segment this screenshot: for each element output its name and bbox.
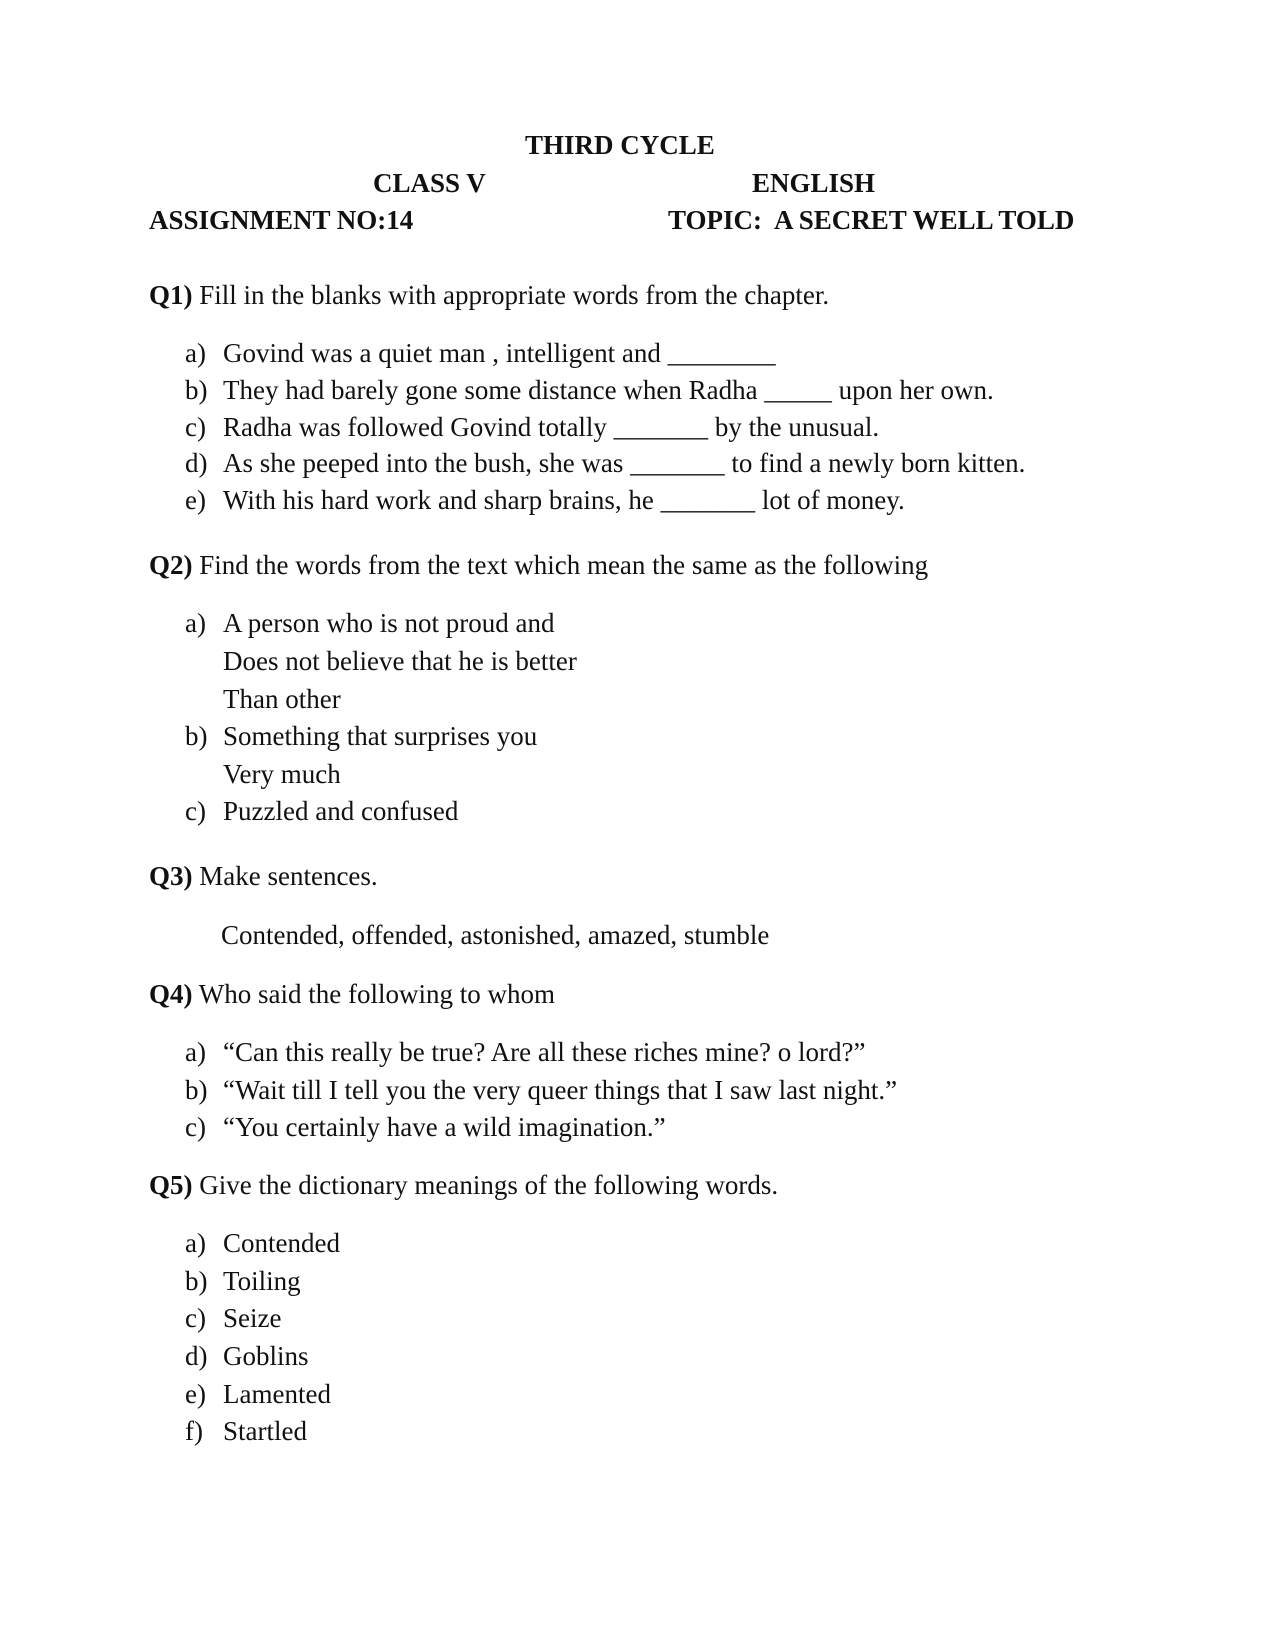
question-number: Q4): [149, 979, 193, 1009]
item-text: Than other: [223, 684, 341, 714]
question-number: Q2): [149, 550, 193, 580]
item-label: a): [185, 1228, 206, 1258]
question-number: Q5): [149, 1170, 193, 1200]
subject-label: ENGLISH: [752, 168, 876, 198]
item-label: f): [185, 1416, 203, 1446]
item-label: e): [185, 1379, 206, 1409]
item-text: Contended: [223, 1228, 340, 1258]
item-text: Startled: [223, 1416, 307, 1446]
cycle-title: THIRD CYCLE: [525, 130, 715, 160]
item-text: Lamented: [223, 1379, 331, 1409]
item-text: “You certainly have a wild imagination.”: [223, 1112, 666, 1142]
item-label: b): [185, 1075, 208, 1105]
item-text: Goblins: [223, 1341, 309, 1371]
item-text: “Wait till I tell you the very queer things that I saw last night.”: [223, 1075, 898, 1105]
item-text: Puzzled and confused: [223, 796, 459, 826]
item-text: Does not believe that he is better: [223, 646, 577, 676]
question-1: [149, 280, 829, 311]
item-text: Toiling: [223, 1266, 301, 1296]
item-label: d): [185, 448, 208, 478]
item-label: b): [185, 1266, 208, 1296]
question-text: Who said the following to whom: [198, 979, 555, 1009]
question-number: Q1): [149, 280, 193, 310]
item-label: e): [185, 485, 206, 515]
question-5: [149, 1170, 778, 1201]
item-label: b): [185, 375, 208, 405]
item-label: a): [185, 1037, 206, 1067]
assignment-label: ASSIGNMENT NO:14: [149, 205, 414, 235]
question-text: Give the dictionary meanings of the following words.: [199, 1170, 779, 1200]
question-text: Make sentences.: [199, 861, 378, 891]
item-text: Radha was followed Govind totally _______ by the unusual.: [223, 412, 880, 442]
item-label: b): [185, 721, 208, 751]
item-text: They had barely gone some distance when Radha _____ upon her own.: [223, 375, 994, 405]
class-label: CLASS V: [373, 168, 486, 198]
question-4: [149, 979, 555, 1010]
item-text: “Can this really be true? Are all these riches mine? o lord?”: [223, 1037, 866, 1067]
item-label: d): [185, 1341, 208, 1371]
question-2: [149, 550, 928, 581]
question-text: Find the words from the text which mean the same as the following: [199, 550, 929, 580]
item-text: Govind was a quiet man , intelligent and ________: [223, 338, 776, 368]
question-text: Fill in the blanks with appropriate words from the chapter.: [199, 280, 830, 310]
item-label: c): [185, 1112, 206, 1142]
item-text: Seize: [223, 1303, 282, 1333]
topic-label: TOPIC: A SECRET WELL TOLD: [668, 205, 1075, 235]
item-text: As she peeped into the bush, she was _______ to find a newly born kitten.: [223, 448, 1026, 478]
item-text: Very much: [223, 759, 341, 789]
question-number: Q3): [149, 861, 193, 891]
q3-word-list: Contended, offended, astonished, amazed, stumble: [221, 920, 770, 950]
item-label: c): [185, 796, 206, 826]
item-label: c): [185, 1303, 206, 1333]
item-label: a): [185, 338, 206, 368]
item-text: A person who is not proud and: [223, 608, 555, 638]
item-text: With his hard work and sharp brains, he _______ lot of money.: [223, 485, 905, 515]
item-label: a): [185, 608, 206, 638]
item-text: Something that surprises you: [223, 721, 538, 751]
item-label: c): [185, 412, 206, 442]
question-3: [149, 861, 378, 892]
